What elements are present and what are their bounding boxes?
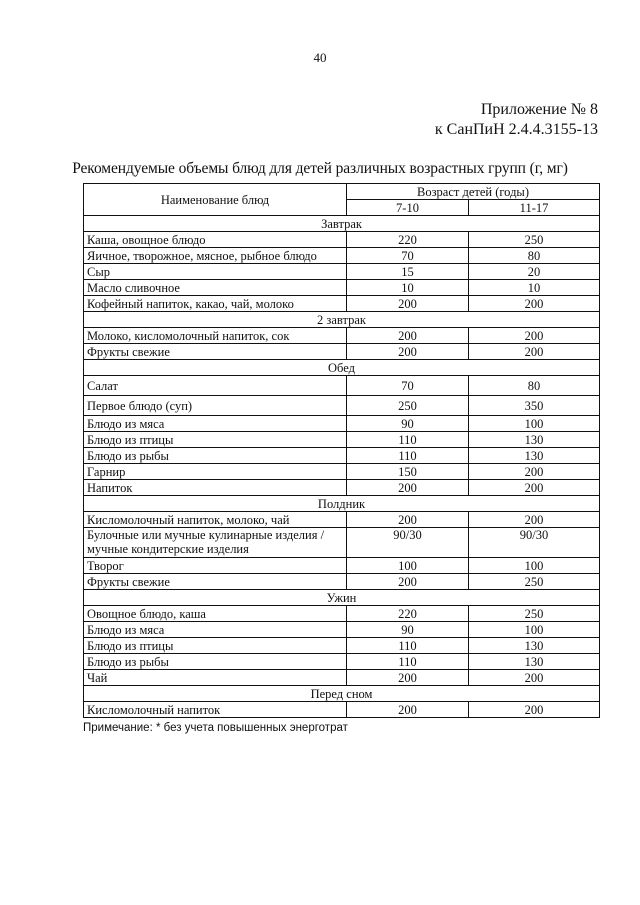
dish-name-cell: Сыр [84, 264, 347, 280]
portion-7-10-cell: 200 [347, 296, 469, 312]
table-row [84, 622, 600, 638]
dish-name-cell: Кисломолочный напиток, молоко, чай [84, 512, 347, 528]
dish-name-cell: Молоко, кисломолочный напиток, сок [84, 328, 347, 344]
table-row [84, 512, 600, 528]
portion-7-10-cell: 90 [347, 622, 469, 638]
portion-7-10-cell: 90/30 [347, 528, 469, 558]
portion-7-10-cell: 70 [347, 248, 469, 264]
portion-7-10-cell: 10 [347, 280, 469, 296]
portion-7-10-cell: 200 [347, 574, 469, 590]
table-row [84, 528, 600, 558]
portion-11-17-cell: 250 [469, 606, 600, 622]
portion-7-10-cell: 200 [347, 670, 469, 686]
portion-11-17-cell: 200 [469, 702, 600, 718]
portion-7-10-cell: 200 [347, 344, 469, 360]
portion-7-10-cell: 15 [347, 264, 469, 280]
section-row [84, 590, 600, 606]
table-row [84, 702, 600, 718]
portion-7-10-cell: 200 [347, 328, 469, 344]
portion-7-10-cell: 90 [347, 416, 469, 432]
table-row [84, 558, 600, 574]
table-row [84, 670, 600, 686]
section-title: Перед сном [84, 686, 600, 702]
table-row [84, 396, 600, 416]
table-row [84, 248, 600, 264]
table-row [84, 654, 600, 670]
portion-11-17-cell: 200 [469, 328, 600, 344]
table-row [84, 264, 600, 280]
dish-name-cell: Масло сливочное [84, 280, 347, 296]
dish-name-cell: Блюдо из мяса [84, 622, 347, 638]
table-row [84, 574, 600, 590]
table-row [84, 606, 600, 622]
table-row [84, 448, 600, 464]
portion-11-17-cell: 250 [469, 232, 600, 248]
portion-11-17-cell: 80 [469, 376, 600, 396]
portion-11-17-cell: 20 [469, 264, 600, 280]
header-age-7-10: 7-10 [347, 200, 469, 216]
portion-11-17-cell: 350 [469, 396, 600, 416]
portion-11-17-cell: 200 [469, 480, 600, 496]
dish-name-cell: Кофейный напиток, какао, чай, молоко [84, 296, 347, 312]
appendix-number: Приложение № 8 [480, 101, 598, 118]
portion-7-10-cell: 200 [347, 512, 469, 528]
section-row [84, 360, 600, 376]
portion-11-17-cell: 200 [469, 512, 600, 528]
section-title: 2 завтрак [84, 312, 600, 328]
table-row [84, 464, 600, 480]
table-row [84, 416, 600, 432]
table-header [84, 184, 600, 216]
dish-name-cell: Блюдо из птицы [84, 638, 347, 654]
dish-name-cell: Напиток [84, 480, 347, 496]
dish-name-cell: Блюдо из рыбы [84, 448, 347, 464]
header-age-11-17: 11-17 [469, 200, 600, 216]
portion-7-10-cell: 110 [347, 638, 469, 654]
portion-11-17-cell: 10 [469, 280, 600, 296]
dish-name-cell: Блюдо из птицы [84, 432, 347, 448]
portion-11-17-cell: 200 [469, 670, 600, 686]
section-title: Ужин [84, 590, 600, 606]
portion-table [83, 183, 600, 718]
portion-7-10-cell: 220 [347, 606, 469, 622]
dish-name-cell: Яичное, творожное, мясное, рыбное блюдо [84, 248, 347, 264]
dish-name-cell: Овощное блюдо, каша [84, 606, 347, 622]
table-row [84, 296, 600, 312]
dish-name-cell: Фрукты свежие [84, 344, 347, 360]
dish-name-cell: Чай [84, 670, 347, 686]
dish-name-cell: Блюдо из рыбы [84, 654, 347, 670]
portion-7-10-cell: 250 [347, 396, 469, 416]
footnote: Примечание: * без учета повышенных энерготрат [83, 722, 348, 734]
portion-11-17-cell: 200 [469, 344, 600, 360]
dish-name-cell: Кисломолочный напиток [84, 702, 347, 718]
portion-7-10-cell: 150 [347, 464, 469, 480]
section-row [84, 312, 600, 328]
portion-11-17-cell: 80 [469, 248, 600, 264]
appendix-reference [435, 100, 598, 140]
dish-name-cell: Блюдо из мяса [84, 416, 347, 432]
appendix-regulation: к СанПиН 2.4.4.3155-13 [434, 121, 598, 138]
dish-name-cell: Фрукты свежие [84, 574, 347, 590]
portion-7-10-cell: 220 [347, 232, 469, 248]
header-age: Возраст детей (годы) [347, 184, 600, 200]
table-row [84, 280, 600, 296]
portion-11-17-cell: 100 [469, 558, 600, 574]
portion-11-17-cell: 130 [469, 448, 600, 464]
portion-7-10-cell: 200 [347, 480, 469, 496]
portion-11-17-cell: 130 [469, 654, 600, 670]
portion-7-10-cell: 110 [347, 432, 469, 448]
table-row [84, 480, 600, 496]
page-number: 40 [313, 50, 327, 65]
portion-7-10-cell: 200 [347, 702, 469, 718]
portion-11-17-cell: 100 [469, 416, 600, 432]
portion-7-10-cell: 110 [347, 654, 469, 670]
section-title: Обед [84, 360, 600, 376]
dish-name-cell: Первое блюдо (суп) [84, 396, 347, 416]
portion-11-17-cell: 200 [469, 296, 600, 312]
document-title: Рекомендуемые объемы блюд для детей различных возрастных групп (г, мг) [72, 160, 568, 177]
portion-11-17-cell: 100 [469, 622, 600, 638]
portion-7-10-cell: 110 [347, 448, 469, 464]
table-row [84, 344, 600, 360]
dish-name-cell: Салат [84, 376, 347, 396]
portion-11-17-cell: 90/30 [469, 528, 600, 558]
table-row [84, 432, 600, 448]
portion-11-17-cell: 200 [469, 464, 600, 480]
section-row [84, 496, 600, 512]
portion-11-17-cell: 130 [469, 638, 600, 654]
dish-name-cell: Булочные или мучные кулинарные изделия / мучные кондитерские изделия [84, 528, 347, 558]
portion-7-10-cell: 100 [347, 558, 469, 574]
table-body [84, 216, 600, 718]
portion-7-10-cell: 70 [347, 376, 469, 396]
section-row [84, 216, 600, 232]
table-row [84, 328, 600, 344]
portion-11-17-cell: 130 [469, 432, 600, 448]
dish-name-cell: Каша, овощное блюдо [84, 232, 347, 248]
table-row [84, 232, 600, 248]
section-row [84, 686, 600, 702]
section-title: Полдник [84, 496, 600, 512]
header-dish-name: Наименование блюд [84, 184, 347, 216]
dish-name-cell: Гарнир [84, 464, 347, 480]
portion-11-17-cell: 250 [469, 574, 600, 590]
section-title: Завтрак [84, 216, 600, 232]
dish-name-cell: Творог [84, 558, 347, 574]
table-row [84, 638, 600, 654]
table-row [84, 376, 600, 396]
